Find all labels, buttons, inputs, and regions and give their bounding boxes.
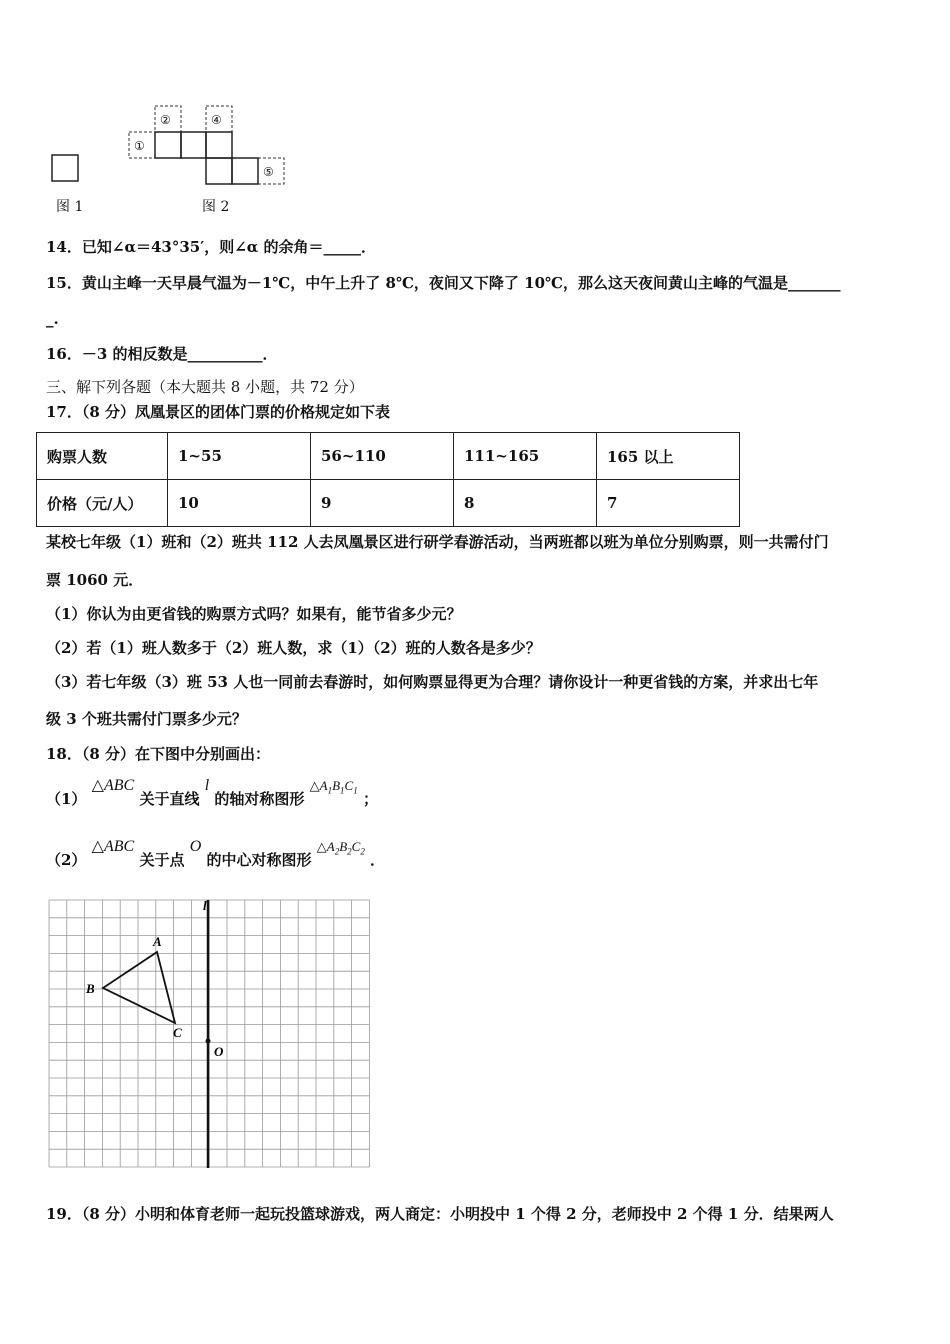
label-c: C: [173, 1025, 182, 1040]
point-o: [206, 1039, 211, 1044]
face-label-1: ①: [134, 139, 145, 153]
question-17-title: 17．（8 分）凤凰景区的团体门票的价格规定如下表: [46, 403, 391, 421]
part-text: 关于直线: [139, 790, 200, 808]
grid-figure: [40, 890, 380, 1190]
part-end: ；: [362, 790, 378, 808]
question-18-part2: [46, 835, 386, 869]
label-a: A: [153, 934, 162, 949]
question-18-title: 18．（8 分）在下图中分别画出：: [46, 745, 271, 763]
fig1-caption: 图 1: [56, 199, 84, 215]
question-17-desc2: 票 1060 元．: [46, 571, 144, 589]
face-label-5: ⑤: [263, 165, 274, 179]
fig2-caption: 图 2: [202, 199, 230, 215]
triangle-abc: △ABC: [91, 838, 135, 855]
label-l: l: [203, 898, 207, 913]
part-text: 的轴对称图形: [214, 790, 305, 808]
table-row: [37, 433, 740, 480]
table-cell: 10: [168, 480, 311, 527]
table-cell: 8: [454, 480, 597, 527]
table-cell: 165 以上: [597, 433, 740, 480]
part-number: （1）: [46, 790, 87, 808]
face-label-4: ④: [211, 113, 222, 127]
table-cell: 价格（元/人）: [37, 480, 168, 527]
label-o: O: [214, 1044, 224, 1059]
price-table: [36, 432, 740, 527]
table-cell: 购票人数: [37, 433, 168, 480]
point-o: O: [189, 838, 202, 855]
line-l: l: [204, 777, 210, 794]
question-17-sub2: （2）若（1）班人数多于（2）班人数，求（1）（2）班的人数各是多少？: [46, 639, 541, 657]
question-16: 16．－3 的相反数是__________．: [46, 345, 278, 363]
triangle-abc: △ABC: [91, 777, 135, 794]
table-cell: 1~55: [168, 433, 311, 480]
table-row: [37, 480, 740, 527]
face-label-2: ②: [160, 113, 171, 127]
part-end: ．: [370, 851, 386, 869]
question-17-sub3b: 级 3 个班共需付门票多少元？: [46, 710, 247, 728]
table-cell: 7: [597, 480, 740, 527]
question-15-line1: 15．黄山主峰一天早晨气温为－1℃，中午上升了 8℃，夜间又下降了 10℃，那么这天夜间黄山主峰的气温是_______: [46, 274, 841, 292]
triangle-a2b2c2: $\triangle A_2B_2C_2$: [316, 839, 365, 857]
section-3-heading: 三、解下列各题（本大题共 8 小题，共 72 分）: [46, 378, 364, 396]
label-b: B: [86, 981, 95, 996]
triangle-a1b1c1: $\triangle A_1B_1C_1$: [309, 778, 358, 796]
question-19: 19．（8 分）小明和体育老师一起玩投篮球游戏，两人商定：小明投中 1 个得 2 分，老师投中 2 个得 1 分．结果两人: [46, 1205, 834, 1223]
question-18-part1: [46, 774, 378, 808]
question-14: 14．已知∠α＝43°35′，则∠α 的余角＝_____．: [46, 238, 377, 256]
table-cell: 111~165: [454, 433, 597, 480]
table-cell: 9: [311, 480, 454, 527]
question-17-desc1: 某校七年级（1）班和（2）班共 112 人去凤凰景区进行研学春游活动，当两班都以班为单位分别购票，则一共需付门: [46, 533, 829, 551]
question-17-sub3a: （3）若七年级（3）班 53 人也一同前去春游时，如何购票显得更为合理？请你设计一种更省钱的方案，并求出七年: [46, 673, 819, 691]
part-number: （2）: [46, 851, 87, 869]
question-15-line2: _.: [46, 310, 59, 328]
question-17-sub1: （1）你认为由更省钱的购票方式吗？如果有，能节省多少元？: [46, 605, 462, 623]
part-text: 关于点: [139, 851, 185, 869]
fig1-square: [52, 155, 78, 181]
triangle-abc: [103, 952, 175, 1023]
table-cell: 56~110: [311, 433, 454, 480]
part-text: 的中心对称图形: [206, 851, 312, 869]
